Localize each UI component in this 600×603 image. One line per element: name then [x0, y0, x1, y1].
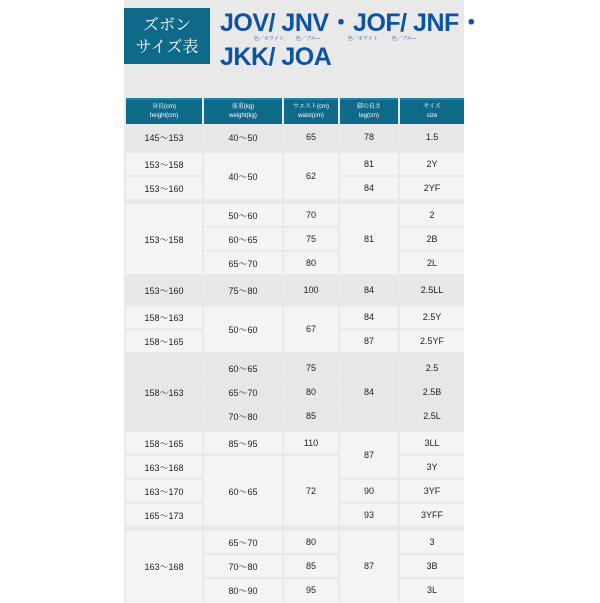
table-row: [126, 279, 464, 301]
table-row: [126, 432, 464, 454]
size-cell: 3B: [400, 555, 464, 577]
waist-cell: 100: [284, 279, 338, 301]
table-row: [126, 153, 464, 175]
table-row: [126, 531, 464, 553]
weight-cell: 50～60: [204, 306, 282, 352]
height-cell: 158～163: [126, 357, 202, 427]
height-cell: 163～168: [126, 531, 202, 601]
weight-cell: 65～70: [204, 531, 282, 553]
weight-cell: 40～50: [204, 126, 282, 148]
size-table: [124, 96, 466, 603]
height-cell: 153～158: [126, 204, 202, 274]
header-waist: ウエスト(cm) waist(cm): [284, 98, 338, 124]
title-line-2: サイズ表: [135, 37, 199, 56]
leg-cell: 87: [340, 330, 398, 352]
header-weight: 体重(kg) weight(kg): [204, 98, 282, 124]
waist-cell: 65: [284, 126, 338, 148]
height-cell: 153～158: [126, 153, 202, 175]
leg-cell: 84: [340, 177, 398, 199]
size-cell: 3: [400, 531, 464, 553]
weight-cell: 40～50: [204, 153, 282, 199]
height-cell: 145～153: [126, 126, 202, 148]
waist-cell: 75: [284, 357, 338, 379]
height-cell: 163～170: [126, 480, 202, 502]
waist-cell: 80: [284, 252, 338, 274]
model-line-1: JOV/ JNV・JOF/ JNF・: [220, 9, 484, 37]
size-cell: 2.5Y: [400, 306, 464, 328]
table-row: [126, 357, 464, 379]
waist-cell: 72: [284, 456, 338, 526]
table-row: [126, 456, 464, 478]
waist-cell: 80: [284, 531, 338, 553]
waist-cell: 85: [284, 555, 338, 577]
size-cell: 2.5LL: [400, 279, 464, 301]
waist-cell: 70: [284, 204, 338, 226]
weight-cell: 60～65: [204, 357, 282, 379]
leg-cell: 84: [340, 279, 398, 301]
leg-cell: 84: [340, 306, 398, 328]
weight-cell: 60～65: [204, 456, 282, 526]
header-row: [126, 98, 464, 124]
model-codes: [220, 10, 483, 70]
waist-cell: 62: [284, 153, 338, 199]
model-sub-3: 色／ホワイト: [348, 36, 378, 42]
model-sub-4: 色／ブルー: [392, 36, 417, 42]
waist-cell: 95: [284, 579, 338, 601]
weight-cell: 70～80: [204, 555, 282, 577]
table-row: [126, 126, 464, 148]
leg-cell: 87: [340, 432, 398, 478]
header-height: 身長(cm) height(cm): [126, 98, 202, 124]
header-leg: 脚の長さ leg(cm): [340, 98, 398, 124]
size-cell: 3YF: [400, 480, 464, 502]
weight-cell: 65～70: [204, 252, 282, 274]
leg-cell: 78: [340, 126, 398, 148]
weight-cell: 70～80: [204, 405, 282, 427]
size-cell: 2Y: [400, 153, 464, 175]
size-cell: 2B: [400, 228, 464, 250]
model-line-2: JKK/ JOA: [220, 43, 332, 71]
leg-cell: 93: [340, 504, 398, 526]
height-cell: 165～173: [126, 504, 202, 526]
leg-cell: 81: [340, 153, 398, 175]
leg-cell: 87: [340, 531, 398, 601]
size-cell: 1.5: [400, 126, 464, 148]
title-box: [124, 8, 210, 64]
height-cell: 158～165: [126, 330, 202, 352]
table-row: [126, 306, 464, 328]
weight-cell: 75～80: [204, 279, 282, 301]
model-sub-1: 色／ホワイト: [254, 36, 284, 42]
weight-cell: 50～60: [204, 204, 282, 226]
waist-cell: 67: [284, 306, 338, 352]
size-cell: 3YFF: [400, 504, 464, 526]
weight-cell: 85～95: [204, 432, 282, 454]
size-cell: 2YF: [400, 177, 464, 199]
weight-cell: 80～90: [204, 579, 282, 601]
height-cell: 158～165: [126, 432, 202, 454]
weight-cell: 65～70: [204, 381, 282, 403]
size-cell: 2.5YF: [400, 330, 464, 352]
leg-cell: 81: [340, 204, 398, 274]
waist-cell: 110: [284, 432, 338, 454]
height-cell: 153～160: [126, 279, 202, 301]
height-cell: 153～160: [126, 177, 202, 199]
size-cell: 2L: [400, 252, 464, 274]
waist-cell: 85: [284, 405, 338, 427]
table-row: [126, 204, 464, 226]
size-cell: 2.5: [400, 357, 464, 379]
size-cell: 2.5L: [400, 405, 464, 427]
leg-cell: 84: [340, 357, 398, 427]
leg-cell: 90: [340, 480, 398, 502]
size-cell: 3Y: [400, 456, 464, 478]
height-cell: 163～168: [126, 456, 202, 478]
header-size: サイズ size: [400, 98, 464, 124]
size-cell: 3L: [400, 579, 464, 601]
model-sub-2: 色／ブルー: [296, 36, 321, 42]
height-cell: 158～163: [126, 306, 202, 328]
size-cell: 2.5B: [400, 381, 464, 403]
waist-cell: 75: [284, 228, 338, 250]
weight-cell: 60～65: [204, 228, 282, 250]
size-cell: 3LL: [400, 432, 464, 454]
waist-cell: 80: [284, 381, 338, 403]
title-line-1: ズボン: [142, 15, 191, 34]
size-cell: 2: [400, 204, 464, 226]
